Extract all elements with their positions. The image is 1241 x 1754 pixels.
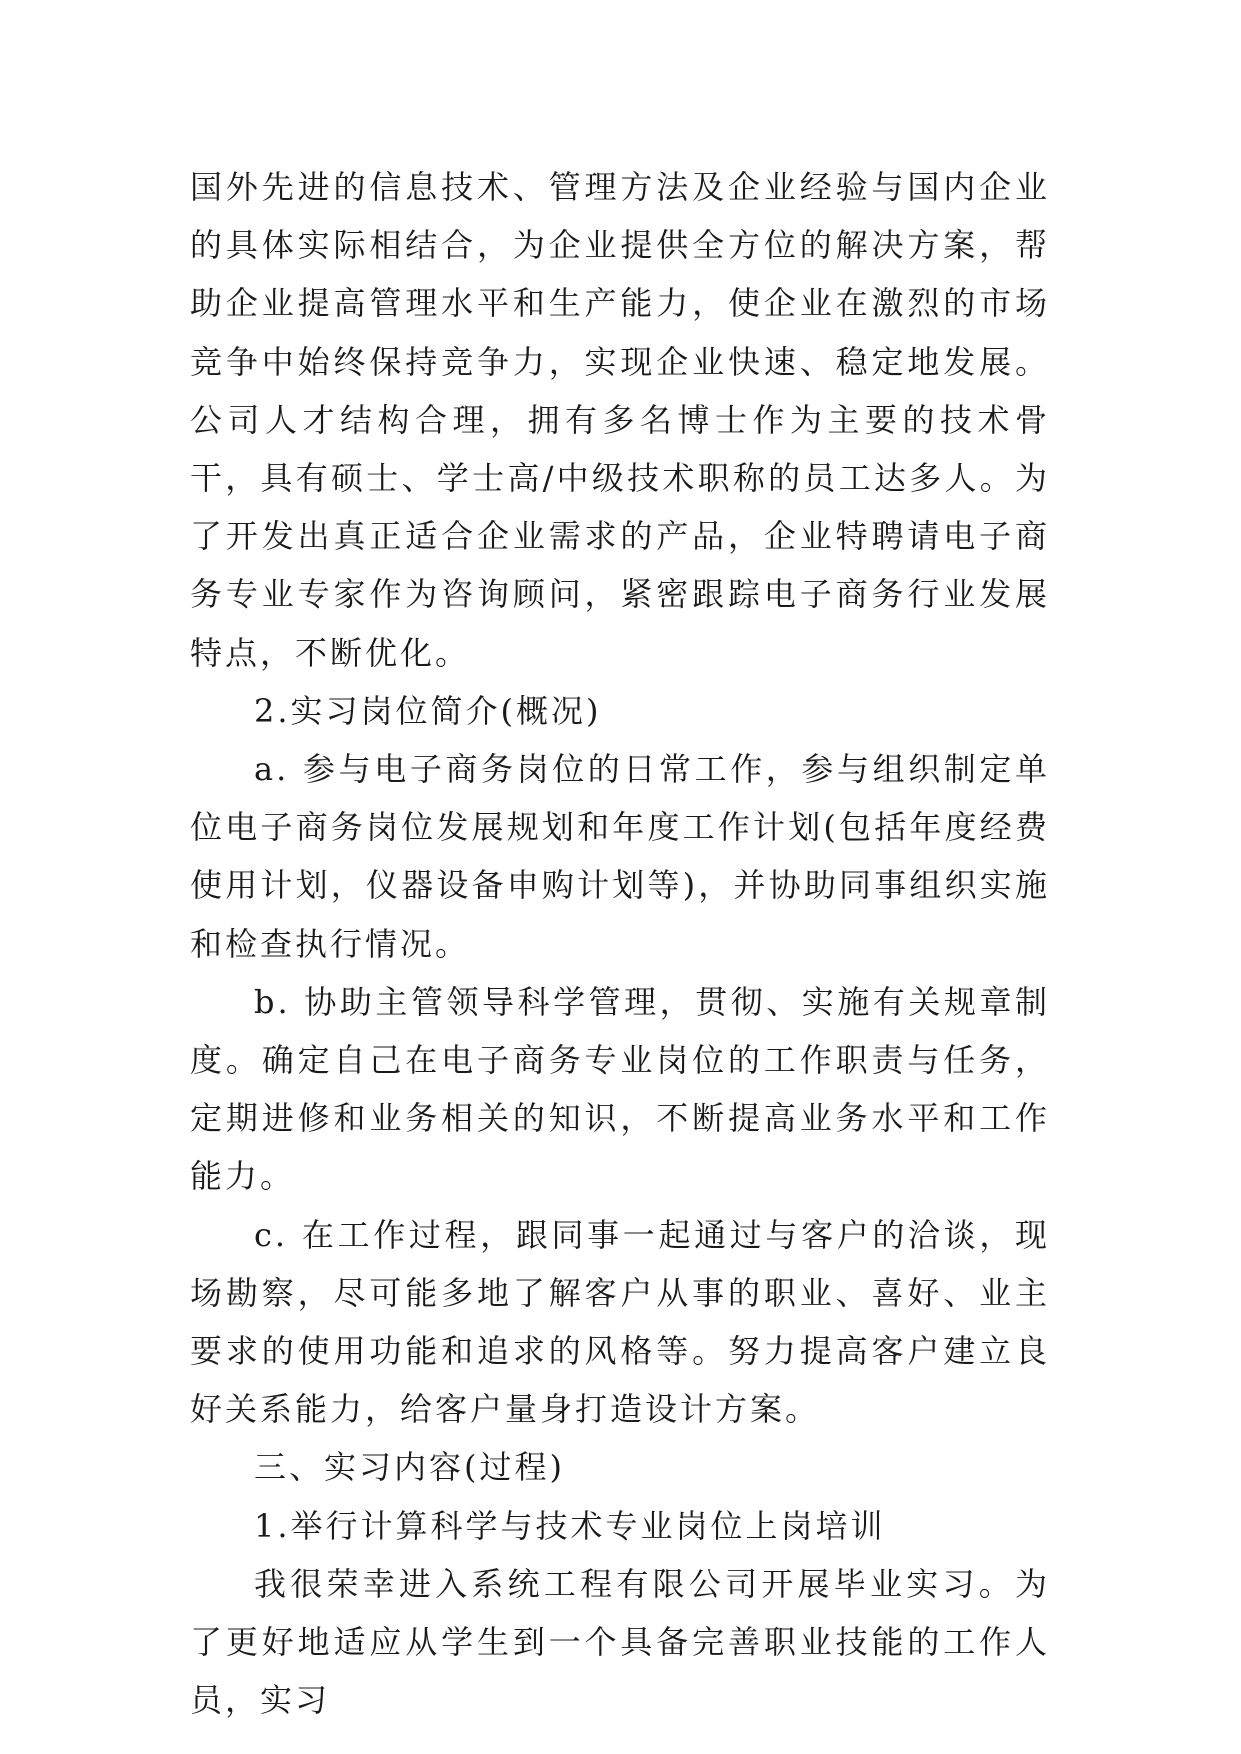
paragraph-internship-start: 我很荣幸进入系统工程有限公司开展毕业实习。为了更好地适应从学生到一个具备完善职业技能的工作人员，实习 [190, 1564, 1050, 1720]
paragraph-item-a: a. 参与电子商务岗位的日常工作，参与组织制定单位电子商务岗位发展规划和年度工作计划(包括年度经费使用计划，仪器设备申购计划等)，并协助同事组织实施和检查执行情况。 [190, 750, 1050, 963]
heading-position-overview: 2.实习岗位简介(概况) [254, 691, 602, 730]
paragraph-item-b: b. 协助主管领导科学管理，贯彻、实施有关规章制度。确定自己在电子商务专业岗位的工作职责与任务，定期进修和业务相关的知识，不断提高业务水平和工作能力。 [190, 982, 1050, 1196]
heading-training: 1.举行计算科学与技术专业岗位上岗培训 [254, 1506, 886, 1545]
paragraph-item-c: c. 在工作过程，跟同事一起通过与客户的洽谈，现场勘察，尽可能多地了解客户从事的职业、喜好、业主要求的使用功能和追求的风格等。努力提高客户建立良好关系能力，给客户量身打造设计方案。 [190, 1215, 1050, 1429]
heading-internship-content: 三、实习内容(过程) [254, 1448, 565, 1487]
document-body [190, 158, 1050, 1729]
paragraph-company-intro: 国外先进的信息技术、管理方法及企业经验与国内企业的具体实际相结合，为企业提供全方位的解决方案，帮助企业提高管理水平和生产能力，使企业在激烈的市场竞争中始终保持竞争力，实现企业快速、稳定地发展。 公司人才结构合理，拥有多名博士作为主要的技术骨干，具有硕士、学士高/中级技术职称的员工达多人。为了开发出真正适合企业需求的产品，企业特聘请电子商务专业专家作为咨询顾问，紧密跟踪电子商务行业发展特点，不断优化。 [190, 168, 1050, 672]
